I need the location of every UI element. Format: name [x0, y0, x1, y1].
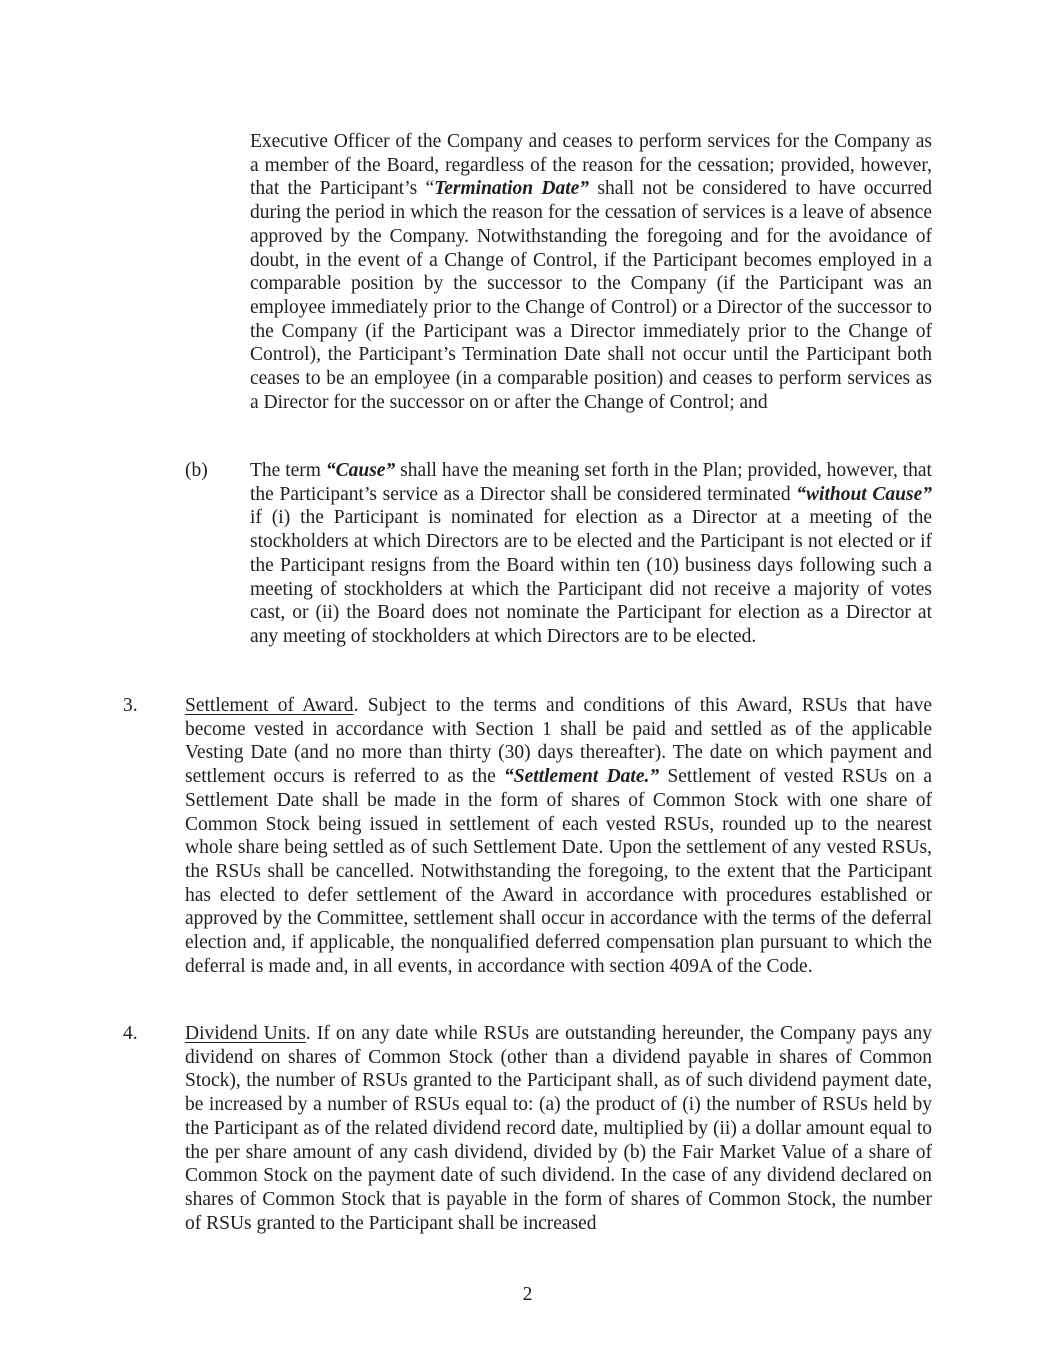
- text-run: “Settlement Date.”: [504, 766, 660, 788]
- section-3-paragraph: [185, 694, 932, 978]
- section-3-number: 3.: [123, 695, 138, 716]
- section-4-number: 4.: [123, 1023, 138, 1044]
- text-run: Executive Officer of the Company and ceases to perform services for the Company as a member of the Board, regardless of the reason for the cessation; provided, however, that the Participant’s “: [250, 131, 932, 200]
- page-number: 2: [522, 1284, 533, 1305]
- item-b-label: (b): [185, 460, 208, 481]
- text-run: shall have the meaning set forth in the Plan; provided, however, that the Participant’s service as a Director shall be considered terminated: [250, 460, 932, 505]
- text-run: . Subject to the terms and conditions of this Award, RSUs that have become vested in accordance with Section 1 shall be paid and settled as of the applicable Vesting Date (and no more than thirty (30) days thereafter). The date on which payment and settlement occurs is referred to as the: [185, 695, 932, 788]
- text-run: Settlement of Award: [185, 695, 354, 716]
- text-run: Termination Date”: [434, 178, 590, 200]
- text-run: “without Cause”: [796, 483, 932, 505]
- text-run: if (i) the Participant is nominated for election as a Director at a meeting of the stockholders at which Directors are to be elected and the Participant is not elected or if the Participant resigns from the Board within ten (10) business days following such a meeting of stockholders at which the Participant did not receive a majority of votes cast, or (ii) the Board does not nominate the Participant for election as a Director at any meeting of stockholders at which Directors are to be elected.: [250, 507, 932, 647]
- text-run: Dividend Units: [185, 1023, 306, 1044]
- item-b-paragraph: [250, 459, 932, 649]
- text-run: “Cause”: [325, 460, 396, 481]
- section-4-paragraph: [185, 1022, 932, 1235]
- text-run: The term: [250, 460, 326, 481]
- text-run: Settlement of vested RSUs on a Settlement Date shall be made in the form of shares of Common Stock with one share of Common Stock being issued in settlement of each vested RSUs, rounded up to the nearest whole share being settled as of such Settlement Date. Upon the settlement of any vested RSUs, the RSUs shall be cancelled. Notwithstanding the foregoing, to the extent that the Participant has elected to defer settlement of the Award in accordance with procedures established or approved by the Committee, settlement shall occur in accordance with the terms of the deferral election and, if applicable, the nonqualified deferred compensation plan pursuant to which the deferral is made and, in all events, in accordance with section 409A of the Code.: [185, 766, 933, 977]
- text-run: . If on any date while RSUs are outstanding hereunder, the Company pays any dividend on shares of Common Stock (other than a dividend payable in shares of Common Stock), the number of RSUs granted to the Participant shall, as of such dividend payment date, be increased by a number of RSUs equal to: (a) the product of (i) the number of RSUs held by the Participant as of the related dividend record date, multiplied by (ii) a dollar amount equal to the per share amount of any cash dividend, divided by (b) the Fair Market Value of a share of Common Stock on the payment date of such dividend. In the case of any dividend declared on shares of Common Stock that is payable in the form of shares of Common Stock, the number of RSUs granted to the Participant shall be increased: [185, 1023, 932, 1234]
- continuation-paragraph: [250, 130, 932, 414]
- text-run: shall not be considered to have occurred during the period in which the reason for the cessation of services is a leave of absence approved by the Company. Notwithstanding the foregoing and for the avoidance of doubt, in the event of a Change of Control, if the Participant becomes employed in a comparable position by the successor to the Company (if the Participant was an employee immediately prior to the Change of Control) or a Director of the successor to the Company (if the Participant was a Director immediately prior to the Change of Control), the Participant’s Termination Date shall not occur until the Participant both ceases to be an employee (in a comparable position) and ceases to perform services as a Director for the successor on or after the Change of Control; and: [250, 178, 932, 413]
